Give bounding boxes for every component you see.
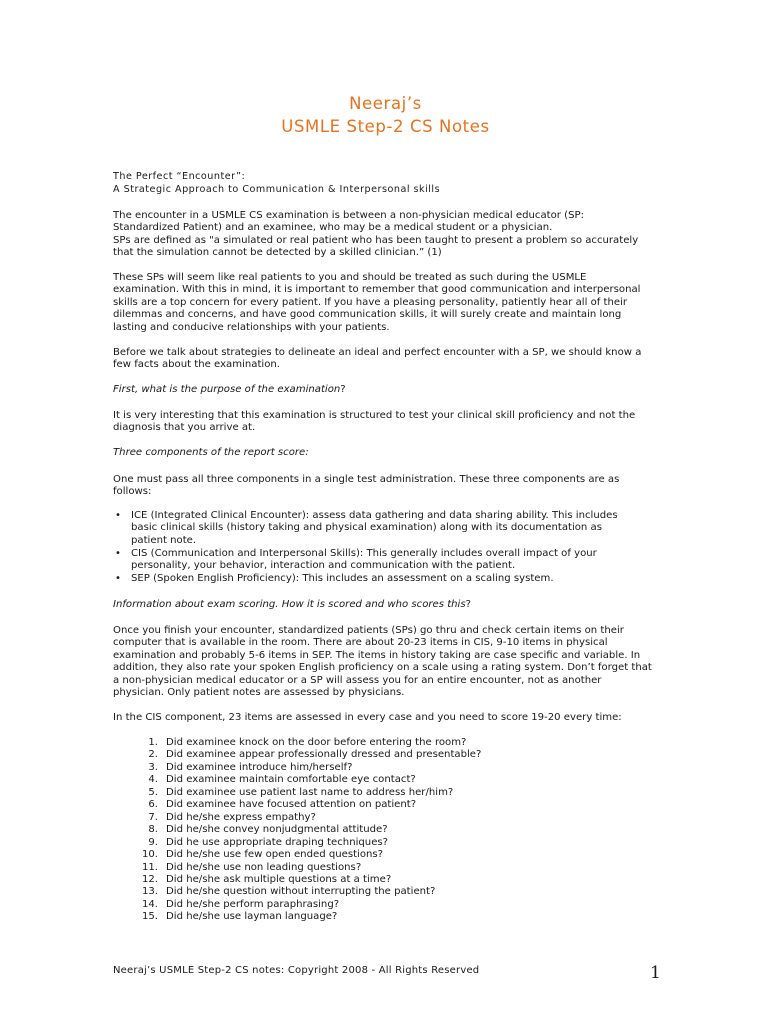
text-line: patient note.: [131, 534, 197, 546]
cis-checklist: [113, 737, 481, 924]
text-line: skills are a top concern for every patient. If you have a pleasing personality, patiently hear all of their: [113, 296, 628, 308]
list-item-ice: [113, 510, 658, 547]
item-text: Did he/she question without interrupting the patient?: [166, 886, 436, 898]
text-line: computer that is available in the room. There are about 20-23 items in CIS, 9-10 items in physical: [113, 637, 608, 649]
bullet-icon: •: [115, 573, 121, 585]
item-number: 15.: [141, 911, 158, 923]
item-text: Did examinee appear professionally dressed and presentable?: [166, 749, 482, 761]
text-line: SEP (Spoken English Proficiency): This includes an assessment on a scaling system.: [131, 573, 554, 585]
purpose-question: [113, 384, 658, 396]
text-line: diagnosis that you arrive at.: [113, 422, 256, 434]
item-text: Did he/she convey nonjudgmental attitude?: [166, 824, 388, 836]
item-number: 14.: [141, 898, 158, 910]
bullet-icon: •: [115, 547, 121, 559]
item-text: Did he/she express empathy?: [166, 811, 316, 823]
list-item: [113, 774, 481, 786]
item-number: 7.: [148, 811, 158, 823]
text-line: few facts about the examination.: [113, 359, 281, 371]
text-line: addition, they also rate your spoken English proficiency on a scale using a rating system. Don’t forget that: [113, 662, 652, 674]
text-line: dilemmas and concerns, and have good communication skills, it will surely create and maintain long: [113, 309, 622, 321]
list-item: [113, 886, 481, 898]
text-line: examination. With this in mind, it is important to remember that good communication and interpersonal: [113, 284, 641, 296]
item-number: 13.: [141, 886, 158, 898]
text-line: Standardized Patient) and an examinee, who may be a medical student or a physician.: [113, 222, 553, 234]
title-author: Neeraj’s: [349, 94, 422, 113]
list-item: [113, 762, 481, 774]
text-line: Before we talk about strategies to delineate an ideal and perfect encounter with a SP, we should know a: [113, 347, 642, 358]
bullet-icon: •: [115, 510, 121, 521]
text-line: ICE (Integrated Clinical Encounter): assess data gathering and data sharing ability. This includes: [131, 510, 618, 521]
list-item: [113, 749, 481, 761]
list-item: [113, 862, 481, 874]
text-line: Once you finish your encounter, standardized patients (SPs) go thru and check certain items on their: [113, 625, 624, 636]
page-footer: Neeraj’s USMLE Step-2 CS notes: Copyright 2008 - All Rights Reserved: [113, 965, 480, 976]
text-line: personality, your behavior, interaction and communication with the patient.: [131, 560, 516, 572]
item-number: 4.: [148, 774, 158, 786]
item-number: 3.: [148, 761, 158, 773]
scoring-question-mark: ?: [465, 599, 471, 610]
list-item: [113, 837, 481, 849]
text-line: that the simulation cannot be detected by a skilled clinician.” (1): [113, 247, 442, 259]
list-item: [113, 799, 481, 811]
item-text: Did he/she ask multiple questions at a time?: [166, 873, 392, 885]
text-line: The encounter in a USMLE CS examination is between a non-physician medical educator (SP:: [113, 210, 584, 221]
text-line: lasting and conducive relationships with your patients.: [113, 321, 390, 333]
title-main: USMLE Step-2 CS Notes: [281, 117, 490, 136]
scoring-question-text: Information about exam scoring. How it is scored and who scores this: [113, 599, 466, 610]
list-item: [113, 911, 481, 923]
item-text: Did he/she use few open ended questions?: [166, 849, 384, 861]
item-number: 11.: [141, 861, 158, 873]
intro-paragraph-2: [113, 272, 658, 334]
item-number: 6.: [148, 799, 158, 811]
item-text: Did he/she use layman language?: [166, 911, 338, 923]
text-line: These SPs will seem like real patients to you and should be treated as such during the USMLE: [113, 272, 587, 283]
text-line: One must pass all three components in a single test administration. These three components are as: [113, 474, 620, 485]
list-item-sep: [113, 573, 658, 585]
purpose-answer: [113, 410, 658, 435]
components-intro: [113, 474, 658, 499]
list-item: [113, 874, 481, 886]
section-heading-line1: The Perfect “Encounter”:: [113, 171, 246, 182]
scoring-paragraph: [113, 625, 658, 699]
item-number: 8.: [148, 824, 158, 836]
list-item: [113, 787, 481, 799]
text-line: follows:: [113, 486, 152, 498]
item-number: 1.: [148, 737, 158, 748]
text-line: a non-physician medical educator or a SP will assess you for an entire encounter, not as another: [113, 674, 602, 686]
item-text: Did he/she perform paraphrasing?: [166, 898, 340, 910]
item-text: Did examinee maintain comfortable eye contact?: [166, 774, 416, 786]
scoring-question: [113, 599, 658, 611]
item-text: Did examinee have focused attention on patient?: [166, 799, 417, 811]
list-item: [113, 812, 481, 824]
text-line: CIS (Communication and Interpersonal Skills): This generally includes overall impact of your: [131, 547, 597, 559]
list-item: [113, 899, 481, 911]
item-number: 2.: [148, 749, 158, 761]
text-line: basic clinical skills (history taking and physical examination) along with its documentation as: [131, 522, 602, 534]
list-item: [113, 824, 481, 836]
text-line: It is very interesting that this examination is structured to test your clinical skill proficiency and not the: [113, 410, 636, 421]
purpose-question-text: First, what is the purpose of the examination: [113, 384, 341, 395]
list-item: [113, 737, 481, 749]
section-heading-line2: A Strategic Approach to Communication & Interpersonal skills: [113, 183, 441, 195]
item-number: 5.: [148, 786, 158, 798]
components-list: [113, 510, 658, 586]
list-item-cis: [113, 548, 658, 573]
text-line: SPs are defined as "a simulated or real patient who has been taught to present a problem so accurately: [113, 234, 639, 246]
item-text: Did he use appropriate draping techniques?: [166, 836, 389, 848]
page-number: 1: [650, 963, 661, 983]
cis-intro: In the CIS component, 23 items are assessed in every case and you need to score 19-20 every time:: [113, 712, 622, 723]
section-heading: [113, 171, 440, 196]
purpose-question-mark: ?: [340, 384, 346, 395]
item-text: Did examinee use patient last name to address her/him?: [166, 786, 454, 798]
intro-paragraph-3: [113, 347, 658, 372]
item-text: Did examinee knock on the door before entering the room?: [166, 737, 467, 748]
item-text: Did examinee introduce him/herself?: [166, 761, 353, 773]
item-number: 10.: [141, 849, 158, 861]
intro-paragraph-1: [113, 210, 658, 260]
text-line: examination and probably 5-6 items in SEP. The items in history taking are case specific and variable. In: [113, 649, 641, 661]
text-line: physician. Only patient notes are assessed by physicians.: [113, 687, 405, 699]
components-heading: Three components of the report score:: [113, 447, 309, 458]
list-item: [113, 849, 481, 861]
item-number: 12.: [141, 873, 158, 885]
item-number: 9.: [148, 836, 158, 848]
item-text: Did he/she use non leading questions?: [166, 861, 362, 873]
